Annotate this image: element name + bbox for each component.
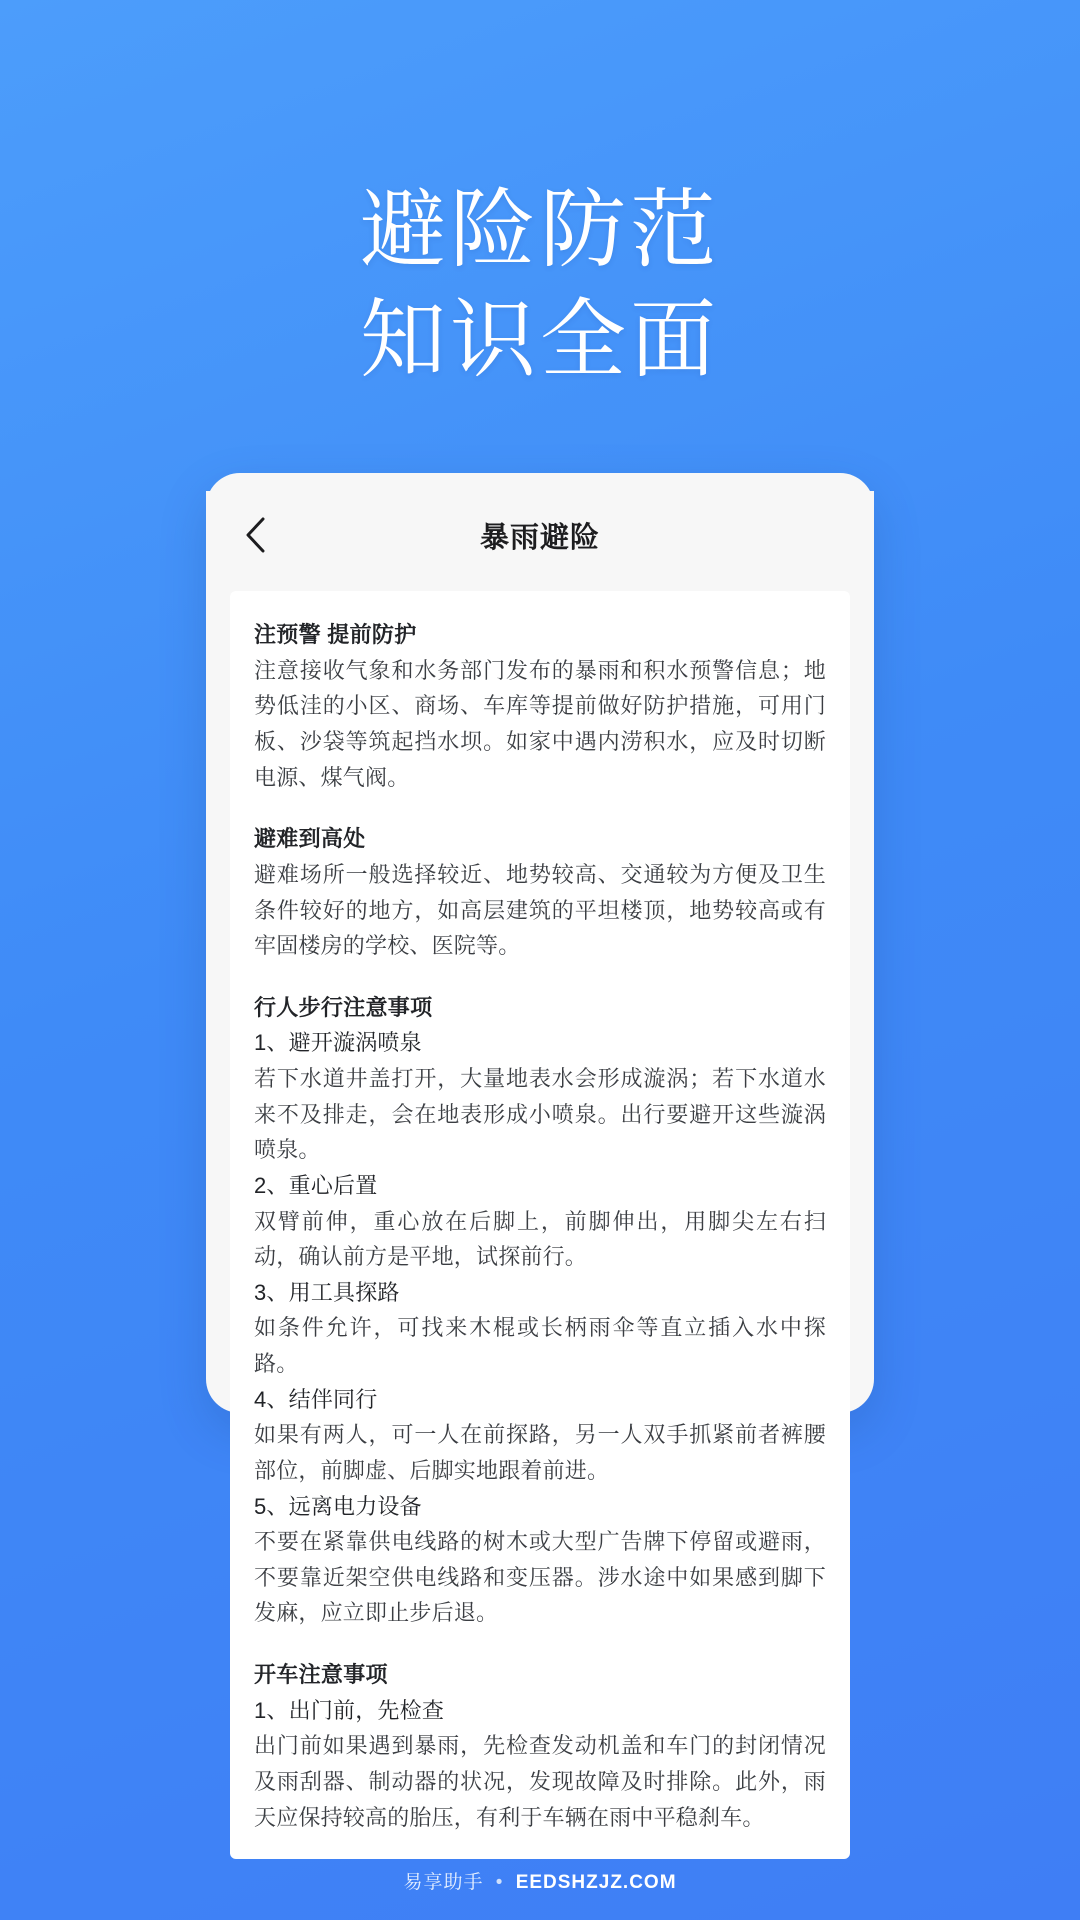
back-button[interactable]: [232, 512, 278, 558]
article-section: [254, 821, 826, 964]
page-title: 暴雨避险: [479, 521, 600, 554]
section-body: 注意接收气象和水务部门发布的暴雨和积水预警信息；地势低洼的小区、商场、车库等提前做好防护措施，可用门板、沙袋等筑起挡水坝。如家中遇内涝积水，应及时切断电源、煤气阀。: [254, 657, 826, 790]
section-item-label: 4、结伴同行: [254, 1386, 378, 1412]
section-item-label: 1、出门前，先检查: [254, 1697, 445, 1723]
footer-separator: •: [495, 1872, 504, 1893]
section-item-label: 5、远离电力设备: [254, 1493, 422, 1519]
footer-brand: 易享助手: [403, 1872, 484, 1893]
headline-line-1: 避险防范: [360, 182, 720, 278]
section-title: 行人步行注意事项: [254, 994, 433, 1020]
article-content[interactable]: [230, 591, 850, 1859]
section-body: 避难场所一般选择较近、地势较高、交通较为方便及卫生条件较好的地方，如高层建筑的平坦楼顶，地势较高或有牢固楼房的学校、医院等。: [254, 861, 826, 959]
headline-line-2: 知识全面: [360, 292, 720, 389]
section-title: 开车注意事项: [254, 1662, 388, 1688]
section-title: 避难到高处: [254, 826, 366, 852]
section-item-text: 双臂前伸，重心放在后脚上，前脚伸出，用脚尖左右扫动，确认前方是平地，试探前行。: [254, 1208, 826, 1270]
section-item-text: 若下水道井盖打开，大量地表水会形成漩涡；若下水道水来不及排走，会在地表形成小喷泉。出行要避开这些漩涡喷泉。: [254, 1066, 826, 1163]
footer-site: EEDSHZJZ.COM: [515, 1872, 677, 1893]
article-section: [254, 990, 826, 1631]
section-item-label: 3、用工具探路: [254, 1279, 400, 1305]
section-item-text: 出门前如果遇到暴雨，先检查发动机盖和车门的封闭情况及雨刮器、制动器的状况，发现故障及时排除。此外，雨天应保持较高的胎压，有利于车辆在雨中平稳刹车。: [254, 1733, 826, 1830]
promo-headline: [360, 175, 720, 395]
article-section: [254, 1657, 826, 1835]
phone-mockup: [206, 473, 874, 1830]
chevron-left-icon: [244, 516, 266, 554]
footer-watermark: [0, 1867, 1080, 1894]
section-item-text: 如果有两人，可一人在前探路，另一人双手抓紧前者裤腰部位，前脚虚、后脚实地跟着前进。: [254, 1422, 826, 1483]
app-header: [206, 491, 874, 579]
section-item-text: 如条件允许，可找来木棍或长柄雨伞等直立插入水中探路。: [254, 1315, 826, 1377]
article-section: [254, 617, 826, 795]
section-item-label: 2、重心后置: [254, 1172, 378, 1198]
section-item-label: 1、避开漩涡喷泉: [254, 1030, 422, 1056]
section-title: 注预警 提前防护: [254, 622, 417, 648]
section-item-text: 不要在紧靠供电线路的树木或大型广告牌下停留或避雨，不要靠近架空供电线路和变压器。涉水途中如果感到脚下发麻，应立即止步后退。: [254, 1529, 826, 1626]
